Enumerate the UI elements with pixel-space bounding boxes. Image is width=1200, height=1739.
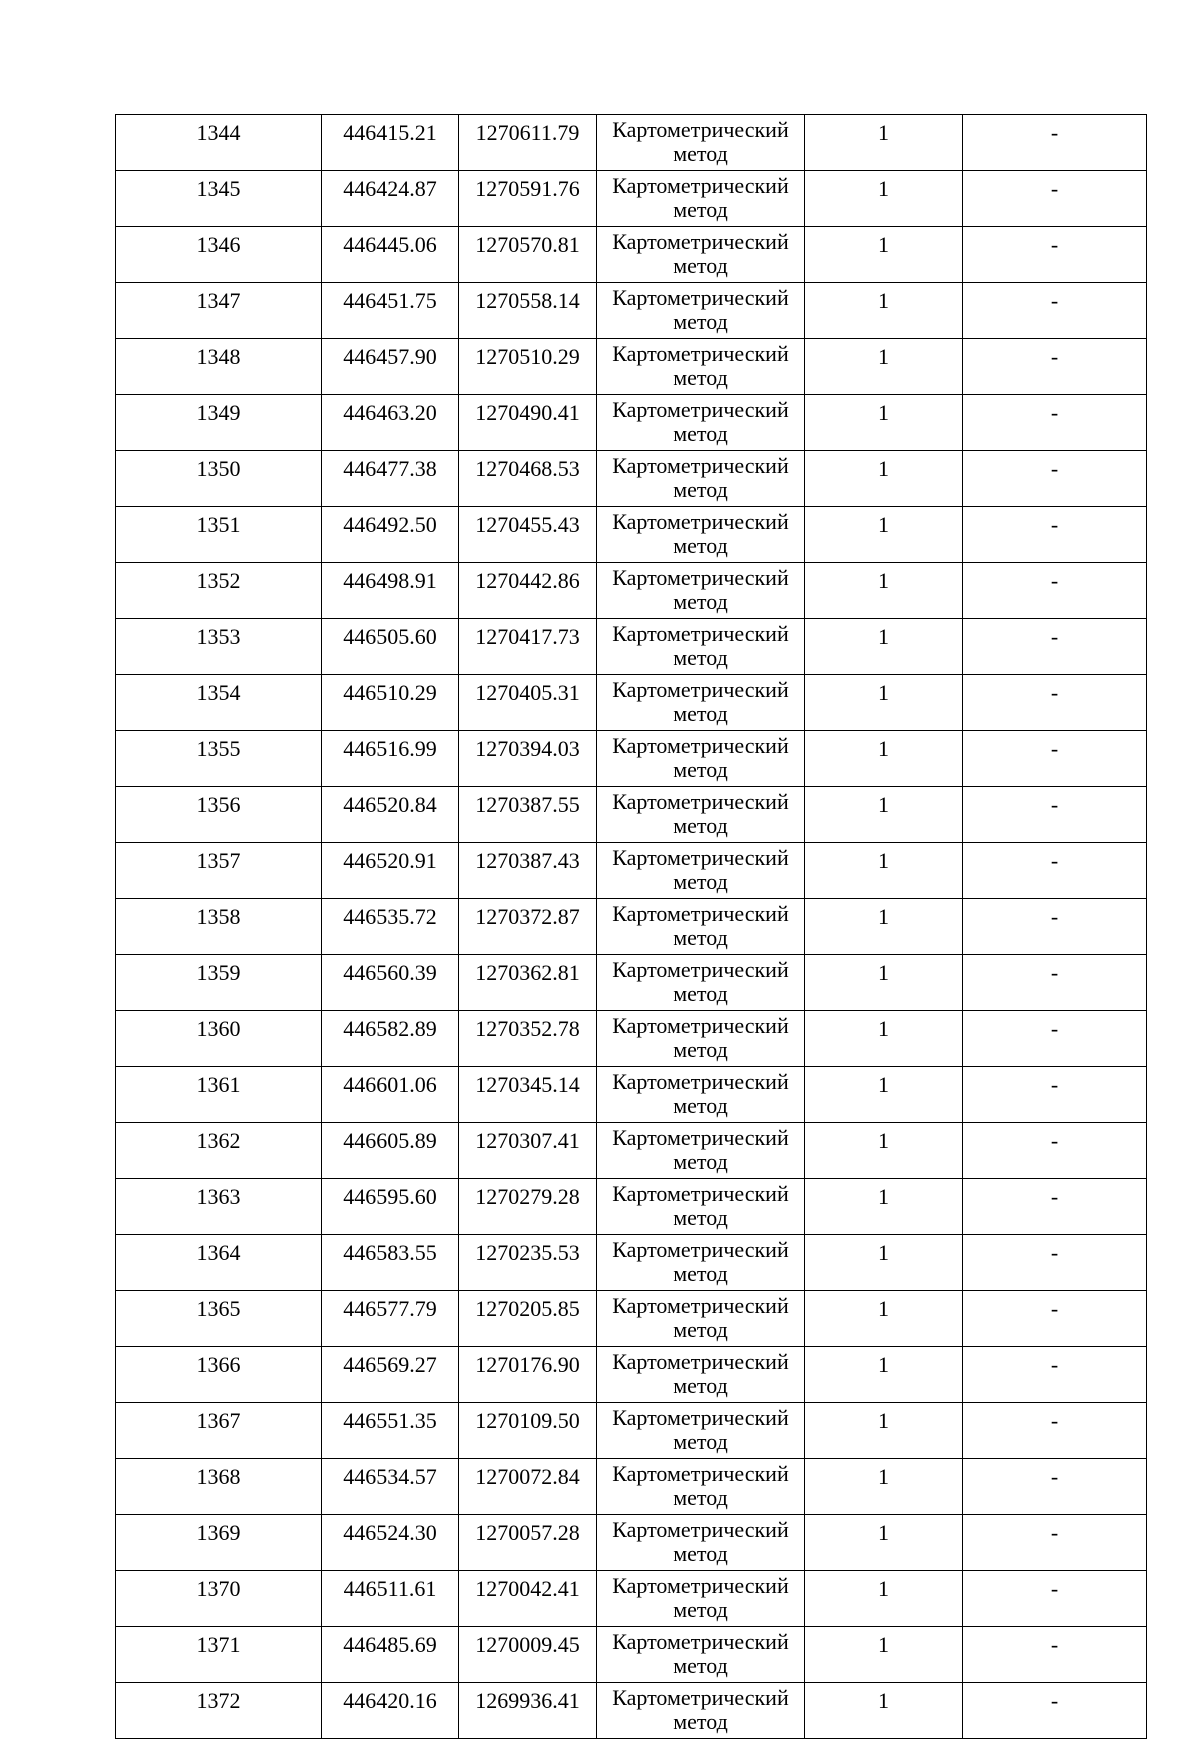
cell-point-number: 1356 [116, 787, 322, 843]
method-text-line: Картометрический [612, 1685, 789, 1710]
cell-point-number: 1366 [116, 1347, 322, 1403]
cell-method [597, 451, 805, 507]
method-text-line: метод [673, 1373, 728, 1398]
method-text-line: метод [673, 981, 728, 1006]
method-text-line: метод [673, 813, 728, 838]
cell-x-coordinate: 446451.75 [322, 283, 459, 339]
cell-accuracy: 1 [805, 1627, 963, 1683]
cell-accuracy: 1 [805, 171, 963, 227]
cell-point-number: 1372 [116, 1683, 322, 1739]
cell-note: - [963, 115, 1147, 171]
cell-method [597, 731, 805, 787]
method-text-line: Картометрический [612, 453, 789, 478]
table-row [116, 1011, 1147, 1067]
method-text-line: метод [673, 1429, 728, 1454]
cell-point-number: 1358 [116, 899, 322, 955]
cell-method [597, 1067, 805, 1123]
cell-x-coordinate: 446601.06 [322, 1067, 459, 1123]
cell-point-number: 1367 [116, 1403, 322, 1459]
cell-method [597, 1571, 805, 1627]
cell-x-coordinate: 446577.79 [322, 1291, 459, 1347]
cell-note: - [963, 1571, 1147, 1627]
cell-note: - [963, 731, 1147, 787]
cell-point-number: 1362 [116, 1123, 322, 1179]
cell-method [597, 1515, 805, 1571]
table-row [116, 227, 1147, 283]
table-row [116, 1179, 1147, 1235]
cell-point-number: 1360 [116, 1011, 322, 1067]
cell-x-coordinate: 446583.55 [322, 1235, 459, 1291]
cell-x-coordinate: 446445.06 [322, 227, 459, 283]
method-text-line: метод [673, 365, 728, 390]
cell-x-coordinate: 446516.99 [322, 731, 459, 787]
cell-note: - [963, 1515, 1147, 1571]
cell-x-coordinate: 446463.20 [322, 395, 459, 451]
method-text-line: метод [673, 757, 728, 782]
table-row [116, 619, 1147, 675]
method-text-line: метод [673, 141, 728, 166]
method-text-line: метод [673, 197, 728, 222]
cell-y-coordinate: 1270352.78 [459, 1011, 597, 1067]
cell-x-coordinate: 446560.39 [322, 955, 459, 1011]
method-text-line: метод [673, 1709, 728, 1734]
cell-x-coordinate: 446551.35 [322, 1403, 459, 1459]
method-text-line: Картометрический [612, 509, 789, 534]
cell-note: - [963, 1347, 1147, 1403]
cell-x-coordinate: 446485.69 [322, 1627, 459, 1683]
cell-accuracy: 1 [805, 787, 963, 843]
method-text-line: метод [673, 309, 728, 334]
cell-note: - [963, 563, 1147, 619]
method-text-line: метод [673, 1149, 728, 1174]
cell-point-number: 1344 [116, 115, 322, 171]
method-text-line: Картометрический [612, 733, 789, 758]
cell-accuracy: 1 [805, 675, 963, 731]
cell-accuracy: 1 [805, 507, 963, 563]
cell-accuracy: 1 [805, 227, 963, 283]
table-row [116, 1067, 1147, 1123]
cell-note: - [963, 395, 1147, 451]
cell-y-coordinate: 1270394.03 [459, 731, 597, 787]
method-text-line: Картометрический [612, 173, 789, 198]
cell-point-number: 1355 [116, 731, 322, 787]
cell-note: - [963, 1235, 1147, 1291]
method-text-line: Картометрический [612, 1125, 789, 1150]
cell-x-coordinate: 446520.91 [322, 843, 459, 899]
table-row [116, 507, 1147, 563]
cell-note: - [963, 227, 1147, 283]
method-text-line: метод [673, 1261, 728, 1286]
table-row [116, 1291, 1147, 1347]
cell-x-coordinate: 446424.87 [322, 171, 459, 227]
method-text-line: Картометрический [612, 341, 789, 366]
cell-y-coordinate: 1270072.84 [459, 1459, 597, 1515]
cell-y-coordinate: 1270490.41 [459, 395, 597, 451]
method-text-line: Картометрический [612, 789, 789, 814]
table-row [116, 675, 1147, 731]
method-text-line: Картометрический [612, 1181, 789, 1206]
cell-y-coordinate: 1270279.28 [459, 1179, 597, 1235]
cell-y-coordinate: 1270372.87 [459, 899, 597, 955]
cell-y-coordinate: 1270307.41 [459, 1123, 597, 1179]
cell-note: - [963, 1123, 1147, 1179]
method-text-line: Картометрический [612, 565, 789, 590]
cell-accuracy: 1 [805, 283, 963, 339]
cell-x-coordinate: 446524.30 [322, 1515, 459, 1571]
cell-point-number: 1345 [116, 171, 322, 227]
cell-point-number: 1357 [116, 843, 322, 899]
cell-accuracy: 1 [805, 1347, 963, 1403]
cell-point-number: 1363 [116, 1179, 322, 1235]
method-text-line: метод [673, 533, 728, 558]
cell-x-coordinate: 446420.16 [322, 1683, 459, 1739]
table-row [116, 1459, 1147, 1515]
cell-accuracy: 1 [805, 1515, 963, 1571]
method-text-line: Картометрический [612, 1517, 789, 1542]
cell-method [597, 507, 805, 563]
table-row [116, 1683, 1147, 1739]
cell-accuracy: 1 [805, 451, 963, 507]
table-row [116, 395, 1147, 451]
cell-y-coordinate: 1270558.14 [459, 283, 597, 339]
cell-method [597, 283, 805, 339]
method-text-line: Картометрический [612, 1405, 789, 1430]
cell-note: - [963, 1627, 1147, 1683]
cell-point-number: 1350 [116, 451, 322, 507]
cell-method [597, 1347, 805, 1403]
cell-accuracy: 1 [805, 339, 963, 395]
cell-accuracy: 1 [805, 843, 963, 899]
cell-accuracy: 1 [805, 115, 963, 171]
cell-y-coordinate: 1270405.31 [459, 675, 597, 731]
cell-note: - [963, 1683, 1147, 1739]
cell-point-number: 1353 [116, 619, 322, 675]
cell-note: - [963, 619, 1147, 675]
cell-note: - [963, 451, 1147, 507]
cell-note: - [963, 1011, 1147, 1067]
method-text-line: Картометрический [612, 397, 789, 422]
cell-point-number: 1371 [116, 1627, 322, 1683]
cell-note: - [963, 899, 1147, 955]
cell-y-coordinate: 1270387.55 [459, 787, 597, 843]
method-text-line: метод [673, 253, 728, 278]
cell-method [597, 1291, 805, 1347]
cell-y-coordinate: 1270176.90 [459, 1347, 597, 1403]
cell-point-number: 1354 [116, 675, 322, 731]
cell-note: - [963, 843, 1147, 899]
cell-x-coordinate: 446595.60 [322, 1179, 459, 1235]
table-row [116, 171, 1147, 227]
table-row [116, 1627, 1147, 1683]
method-text-line: Картометрический [612, 677, 789, 702]
method-text-line: Картометрический [612, 901, 789, 926]
cell-point-number: 1368 [116, 1459, 322, 1515]
cell-note: - [963, 1403, 1147, 1459]
cell-y-coordinate: 1270611.79 [459, 115, 597, 171]
method-text-line: Картометрический [612, 957, 789, 982]
cell-note: - [963, 1179, 1147, 1235]
cell-point-number: 1349 [116, 395, 322, 451]
cell-y-coordinate: 1270042.41 [459, 1571, 597, 1627]
table-row [116, 451, 1147, 507]
cell-point-number: 1370 [116, 1571, 322, 1627]
cell-accuracy: 1 [805, 731, 963, 787]
cell-y-coordinate: 1270345.14 [459, 1067, 597, 1123]
cell-y-coordinate: 1270455.43 [459, 507, 597, 563]
table-row [116, 955, 1147, 1011]
cell-y-coordinate: 1270468.53 [459, 451, 597, 507]
table-row [116, 843, 1147, 899]
cell-note: - [963, 171, 1147, 227]
cell-method [597, 171, 805, 227]
cell-method [597, 395, 805, 451]
table-row [116, 115, 1147, 171]
cell-note: - [963, 955, 1147, 1011]
method-text-line: метод [673, 1093, 728, 1118]
cell-x-coordinate: 446534.57 [322, 1459, 459, 1515]
cell-accuracy: 1 [805, 955, 963, 1011]
coordinates-table-body [116, 115, 1147, 1739]
method-text-line: Картометрический [612, 1293, 789, 1318]
cell-accuracy: 1 [805, 1683, 963, 1739]
cell-method [597, 339, 805, 395]
cell-x-coordinate: 446477.38 [322, 451, 459, 507]
cell-method [597, 115, 805, 171]
cell-y-coordinate: 1270591.76 [459, 171, 597, 227]
table-row [116, 787, 1147, 843]
cell-x-coordinate: 446415.21 [322, 115, 459, 171]
cell-y-coordinate: 1270570.81 [459, 227, 597, 283]
cell-method [597, 1179, 805, 1235]
cell-point-number: 1347 [116, 283, 322, 339]
cell-method [597, 1011, 805, 1067]
method-text-line: метод [673, 645, 728, 670]
table-row [116, 1347, 1147, 1403]
cell-x-coordinate: 446510.29 [322, 675, 459, 731]
cell-method [597, 1403, 805, 1459]
method-text-line: Картометрический [612, 1573, 789, 1598]
cell-x-coordinate: 446605.89 [322, 1123, 459, 1179]
method-text-line: Картометрический [612, 1237, 789, 1262]
cell-x-coordinate: 446505.60 [322, 619, 459, 675]
method-text-line: метод [673, 925, 728, 950]
cell-note: - [963, 339, 1147, 395]
cell-point-number: 1351 [116, 507, 322, 563]
table-row [116, 1123, 1147, 1179]
cell-accuracy: 1 [805, 899, 963, 955]
method-text-line: метод [673, 1541, 728, 1566]
cell-y-coordinate: 1269936.41 [459, 1683, 597, 1739]
cell-y-coordinate: 1270009.45 [459, 1627, 597, 1683]
table-row [116, 283, 1147, 339]
cell-point-number: 1352 [116, 563, 322, 619]
method-text-line: Картометрический [612, 229, 789, 254]
cell-accuracy: 1 [805, 1179, 963, 1235]
table-row [116, 339, 1147, 395]
cell-method [597, 227, 805, 283]
cell-method [597, 619, 805, 675]
cell-x-coordinate: 446457.90 [322, 339, 459, 395]
cell-accuracy: 1 [805, 1011, 963, 1067]
method-text-line: метод [673, 1205, 728, 1230]
cell-method [597, 955, 805, 1011]
table-row [116, 1515, 1147, 1571]
cell-point-number: 1359 [116, 955, 322, 1011]
cell-accuracy: 1 [805, 1403, 963, 1459]
cell-note: - [963, 283, 1147, 339]
cell-x-coordinate: 446520.84 [322, 787, 459, 843]
method-text-line: Картометрический [612, 1069, 789, 1094]
table-row [116, 899, 1147, 955]
cell-accuracy: 1 [805, 1571, 963, 1627]
cell-note: - [963, 1291, 1147, 1347]
cell-point-number: 1364 [116, 1235, 322, 1291]
cell-y-coordinate: 1270510.29 [459, 339, 597, 395]
method-text-line: метод [673, 477, 728, 502]
method-text-line: Картометрический [612, 1013, 789, 1038]
cell-point-number: 1369 [116, 1515, 322, 1571]
method-text-line: Картометрический [612, 845, 789, 870]
cell-x-coordinate: 446511.61 [322, 1571, 459, 1627]
cell-point-number: 1361 [116, 1067, 322, 1123]
cell-accuracy: 1 [805, 1123, 963, 1179]
cell-method [597, 843, 805, 899]
method-text-line: метод [673, 421, 728, 446]
cell-x-coordinate: 446535.72 [322, 899, 459, 955]
method-text-line: метод [673, 1037, 728, 1062]
method-text-line: метод [673, 1653, 728, 1678]
method-text-line: Картометрический [612, 1629, 789, 1654]
method-text-line: метод [673, 1597, 728, 1622]
method-text-line: метод [673, 589, 728, 614]
cell-method [597, 563, 805, 619]
cell-point-number: 1348 [116, 339, 322, 395]
table-row [116, 1403, 1147, 1459]
cell-method [597, 1123, 805, 1179]
method-text-line: Картометрический [612, 285, 789, 310]
cell-note: - [963, 1067, 1147, 1123]
cell-y-coordinate: 1270109.50 [459, 1403, 597, 1459]
method-text-line: метод [673, 1485, 728, 1510]
cell-y-coordinate: 1270205.85 [459, 1291, 597, 1347]
cell-note: - [963, 507, 1147, 563]
cell-x-coordinate: 446498.91 [322, 563, 459, 619]
method-text-line: метод [673, 1317, 728, 1342]
table-row [116, 1235, 1147, 1291]
cell-method [597, 1235, 805, 1291]
table-row [116, 731, 1147, 787]
cell-x-coordinate: 446582.89 [322, 1011, 459, 1067]
cell-method [597, 1459, 805, 1515]
method-text-line: метод [673, 869, 728, 894]
cell-accuracy: 1 [805, 1291, 963, 1347]
cell-x-coordinate: 446492.50 [322, 507, 459, 563]
table-row [116, 563, 1147, 619]
cell-y-coordinate: 1270387.43 [459, 843, 597, 899]
cell-y-coordinate: 1270417.73 [459, 619, 597, 675]
cell-x-coordinate: 446569.27 [322, 1347, 459, 1403]
cell-y-coordinate: 1270442.86 [459, 563, 597, 619]
cell-method [597, 675, 805, 731]
cell-accuracy: 1 [805, 1459, 963, 1515]
cell-method [597, 787, 805, 843]
cell-method [597, 1627, 805, 1683]
cell-point-number: 1365 [116, 1291, 322, 1347]
cell-accuracy: 1 [805, 1235, 963, 1291]
cell-note: - [963, 787, 1147, 843]
cell-method [597, 1683, 805, 1739]
method-text-line: Картометрический [612, 1461, 789, 1486]
cell-y-coordinate: 1270235.53 [459, 1235, 597, 1291]
cell-note: - [963, 675, 1147, 731]
method-text-line: Картометрический [612, 117, 789, 142]
cell-accuracy: 1 [805, 619, 963, 675]
method-text-line: Картометрический [612, 1349, 789, 1374]
cell-accuracy: 1 [805, 1067, 963, 1123]
method-text-line: метод [673, 701, 728, 726]
cell-y-coordinate: 1270057.28 [459, 1515, 597, 1571]
method-text-line: Картометрический [612, 621, 789, 646]
cell-note: - [963, 1459, 1147, 1515]
cell-y-coordinate: 1270362.81 [459, 955, 597, 1011]
cell-point-number: 1346 [116, 227, 322, 283]
cell-method [597, 899, 805, 955]
table-row [116, 1571, 1147, 1627]
cell-accuracy: 1 [805, 563, 963, 619]
coordinates-table [115, 114, 1147, 1739]
cell-accuracy: 1 [805, 395, 963, 451]
